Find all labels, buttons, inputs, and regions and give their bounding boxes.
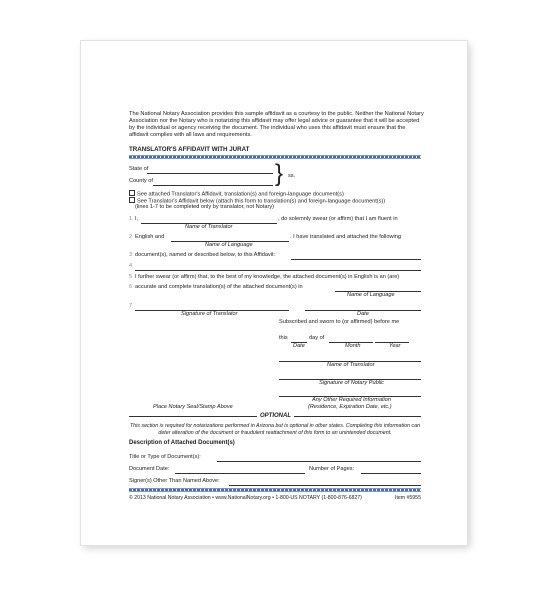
line-number-3: 3 (129, 252, 133, 258)
line2-text-a: English and (135, 234, 165, 240)
footer-credits: © 2013 National Notary Association • www.NationalNotary.org • 1-800-US NOTARY (1-800-876-6827) (129, 495, 362, 501)
documents-field-a[interactable] (291, 259, 421, 260)
title-type-label: Title or Type of Document(s): (129, 454, 201, 460)
line-number-5: 5 (129, 274, 133, 280)
ss-label: ss. (288, 173, 296, 179)
documents-field-b[interactable] (135, 270, 421, 271)
state-label: State of (129, 166, 149, 172)
checkbox-below[interactable] (129, 197, 135, 203)
state-field[interactable] (147, 173, 273, 174)
decorative-border-bottom (129, 488, 421, 492)
caption-jurat-month: Month (345, 343, 361, 349)
notary-seal-caption: Place Notary Seal/Stamp Above (153, 404, 233, 410)
caption-other-info-1: Any Other Required Information (312, 397, 391, 403)
signers-label: Signer(s) Other Than Named Above: (129, 478, 220, 484)
checkbox-attached[interactable] (129, 190, 135, 196)
footer-item-number: Item #5955 (395, 495, 421, 501)
decorative-border-top (129, 155, 421, 159)
caption-jurat-name-of-translator: Name of Translator (327, 362, 375, 368)
signers-field[interactable] (229, 485, 421, 486)
caption-name-of-language-2: Name of Language (347, 292, 395, 298)
option-below-note: (lines 1-7 to be completed only by translator, not Notary) (135, 204, 274, 210)
document-date-field[interactable] (175, 473, 305, 474)
line5-text: I further swear (or affirm) that, to the best of my knowledge, the attached document(s) in English is an (are) (135, 274, 400, 280)
attached-docs-title: Description of Attached Document(s) (129, 440, 235, 446)
jurat-statement: Subscribed and sworn to (or affirmed) before me (279, 319, 400, 325)
jurat-day-of-label: day of (309, 335, 325, 341)
document-date-label: Document Date: (129, 466, 170, 472)
caption-other-info-2: (Residence, Expiration Date, etc.) (308, 404, 392, 410)
line6-text: accurate and complete translation(s) of the attached document(s) in (135, 284, 303, 290)
line3-text: document(s), named or described below, to this Affidavit: (135, 252, 276, 258)
line-number-7: 7 (129, 303, 133, 309)
affidavit-page (80, 40, 468, 546)
brace-glyph: } (275, 160, 284, 187)
caption-signature-of-notary: Signature of Notary Public (319, 380, 384, 386)
caption-name-of-translator: Name of Translator (185, 224, 233, 230)
line-number-1: 1 (129, 216, 133, 222)
line-number-2: 2 (129, 234, 133, 240)
line2-text-b: . I have translated and attached the following (290, 234, 402, 240)
line-number-6: 6 (129, 284, 133, 290)
title-type-field[interactable] (217, 461, 421, 462)
optional-notice: This section is required for notarizations performed in Arizona but is optional in other states. Completing this information can deter alteration of the document or fraudulent reattachment of this form to an unintended document. (129, 423, 421, 436)
option-below-label: See Translator's Affidavit below (attach this form to translation(s) and foreign-language document(s)) (137, 198, 386, 205)
line-number-4: 4 (129, 263, 133, 269)
line1-text-a: I, (135, 216, 139, 222)
jurat-this-label: this (279, 335, 288, 341)
number-of-pages-field[interactable] (361, 473, 421, 474)
caption-signature-of-translator: Signature of Translator (181, 311, 238, 317)
caption-jurat-year: Year (389, 343, 401, 349)
form-title: TRANSLATOR'S AFFIDAVIT WITH JURAT (129, 146, 250, 153)
option-attached-label: See attached Translator's Affidavit, translation(s) and foreign-language document(s) (137, 191, 344, 198)
optional-heading: OPTIONAL (257, 413, 294, 419)
caption-date: Date (357, 311, 369, 317)
caption-name-of-language: Name of Language (205, 242, 253, 248)
county-label: County of (129, 178, 153, 184)
county-field[interactable] (153, 185, 273, 186)
number-of-pages-label: Number of Pages: (309, 466, 355, 472)
intro-paragraph: The National Notary Association provides this sample affidavit as a courtesy to the public. Neither the National Notary Association nor the Notary who is notarizing this affidavit may offer legal advice or guarantee that it will be accepted by the individual or agency receiving the document. The individual who uses this affidavit must ensure that the affidavit complies with all laws and requirements. (129, 111, 424, 139)
line1-text-b: , do solemnly swear (or affirm) that I am fluent in (278, 216, 398, 222)
caption-jurat-date: Date (293, 343, 305, 349)
